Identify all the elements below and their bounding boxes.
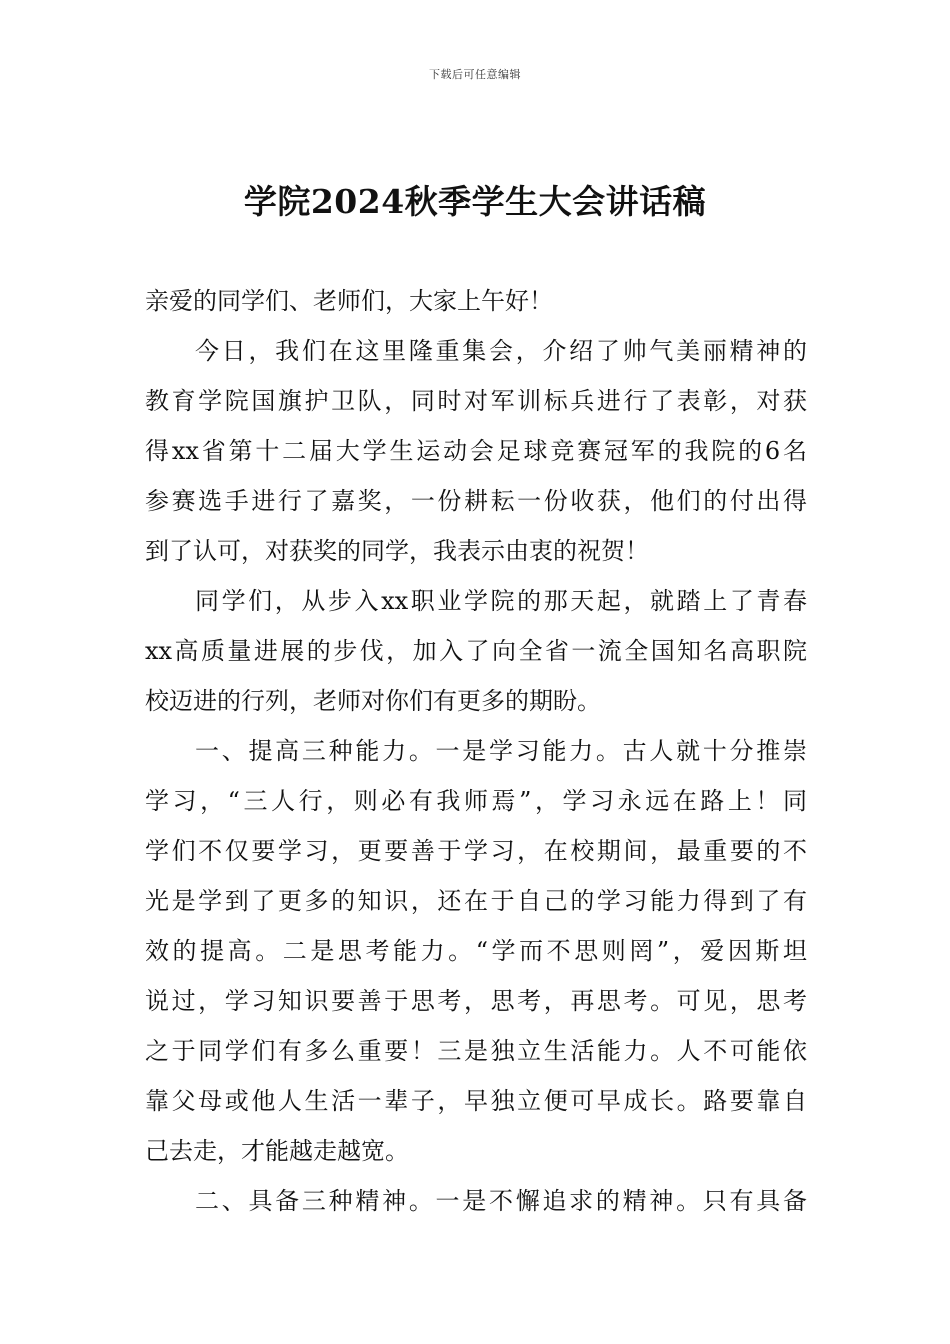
body-text-line: 到了认可，对获奖的同学，我表示由衷的祝贺！: [145, 537, 649, 565]
body-text-line: 二、具备三种精神。一是不懈追求的精神。只有具备: [195, 1187, 807, 1215]
body-text-line: 效的提高。二是思考能力。“学而不思则罔”，爱因斯坦: [145, 937, 807, 965]
body-text-line: xx高质量进展的步伐，加入了向全省一流全国知名高职院: [145, 637, 807, 665]
body-text-line: 亲爱的同学们、老师们，大家上午好！: [145, 287, 553, 315]
body-text-line: 学习，“三人行，则必有我师焉”，学习永远在路上！同: [145, 787, 807, 815]
body-text-line: 学们不仅要学习，更要善于学习，在校期间，最重要的不: [145, 837, 807, 865]
body-text-line: 之于同学们有多么重要！三是独立生活能力。人不可能依: [145, 1037, 807, 1065]
body-text-line: 说过，学习知识要善于思考，思考，再思考。可见，思考: [145, 987, 807, 1015]
body-text-line: 教育学院国旗护卫队，同时对军训标兵进行了表彰，对获: [145, 387, 807, 415]
body-text-line: 靠父母或他人生活一辈子，早独立便可早成长。路要靠自: [145, 1087, 807, 1115]
body-text-line: 一、提高三种能力。一是学习能力。古人就十分推崇: [195, 737, 807, 765]
body-text-line: 得xx省第十二届大学生运动会足球竞赛冠军的我院的6名: [145, 437, 807, 465]
body-text-line: 参赛选手进行了嘉奖，一份耕耘一份收获，他们的付出得: [145, 487, 807, 515]
document-title: 学院2024秋季学生大会讲话稿: [243, 182, 707, 221]
body-text-line: 同学们，从步入xx职业学院的那天起，就踏上了青春: [195, 587, 807, 615]
body-text-line: 今日，我们在这里隆重集会，介绍了帅气美丽精神的: [195, 337, 807, 365]
body-text-line: 校迈进的行列，老师对你们有更多的期盼。: [145, 687, 601, 715]
body-text-line: 光是学到了更多的知识，还在于自己的学习能力得到了有: [145, 887, 807, 915]
body-text-line: 己去走，才能越走越宽。: [145, 1137, 409, 1165]
page-header-note: 下载后可任意编辑: [429, 68, 521, 81]
document-body: [145, 276, 807, 1226]
